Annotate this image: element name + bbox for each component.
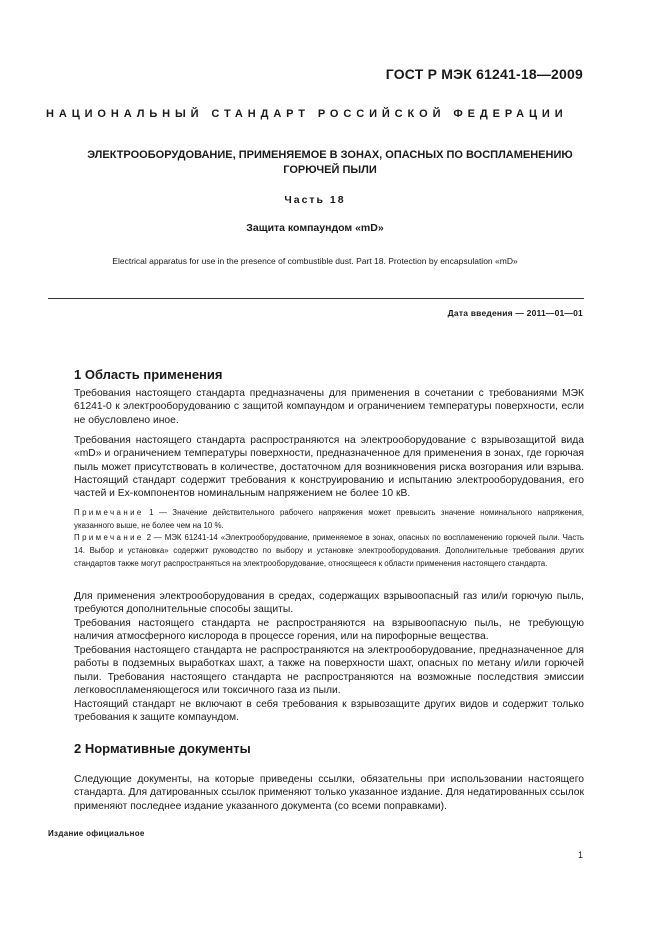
note-1 bbox=[74, 507, 584, 533]
paragraph-text: Требования настоящего стандарта не распространяются на электрооборудование, предназначенное для работы в подземных выработках шахт, а также на поверхности шахт, опасных по метану и/или горючей пыли. Требования настоящего стандарта не распространяются на возможные последствия эмиссии легковоспламеняющегося или токсичного газа из пыли. bbox=[74, 645, 584, 696]
note-label: Примечание bbox=[74, 508, 144, 517]
paragraph-text: Требования настоящего стандарта распространяются на электрооборудование с взрывозащитой вида «mD» и ограничением температуры поверхности, предназначенное для применения в зонах, где горючая пыль может присутствовать в количестве, достаточном для возникновения риска возгорания или взрыва. Настоящий стандарт содержит требования к конструированию и испытанию электрооборудования, его частей и Ex-компонентов номинальным напряжением не более 10 кВ. bbox=[74, 435, 584, 500]
introduction-date: Дата введения — 2011—01—01 bbox=[447, 308, 583, 318]
section-2-heading: 2 Нормативные документы bbox=[74, 741, 251, 756]
section-1-paragraph-2 bbox=[74, 434, 584, 500]
part-label: Часть 18 bbox=[284, 194, 346, 206]
english-title: Electrical apparatus for use in the presence of combustible dust. Part 18. Protection by encapsulation «mD» bbox=[112, 256, 518, 266]
section-1-paragraph-5 bbox=[74, 644, 584, 697]
paragraph-text: Требования настоящего стандарта предназначены для применения в сочетании с требованиями МЭК 61241-0 к электрооборудованию с защитой компаундом и ограничением температуры поверхности, если не обусловлено иное. bbox=[74, 388, 584, 426]
section-1-heading: 1 Область применения bbox=[74, 367, 223, 382]
section-1-paragraph-6 bbox=[74, 698, 584, 725]
page-number: 1 bbox=[577, 850, 583, 860]
paragraph-text: Для применения электрооборудования в средах, содержащих взрывоопасный газ или/и горючую пыль, требуются дополнительные способы защиты. bbox=[74, 591, 584, 616]
section-2-paragraph-1 bbox=[74, 773, 584, 813]
section-1-paragraph-4 bbox=[74, 617, 584, 644]
header-divider bbox=[48, 298, 584, 299]
note-text: 1 — Значение действительного рабочего напряжения может превысить значение номинального напряжения, указанного выше, не более чем на 10 %. bbox=[74, 508, 584, 530]
title-line-1: ЭЛЕКТРООБОРУДОВАНИЕ, ПРИМЕНЯЕМОЕ В ЗОНАХ, ОПАСНЫХ ПО ВОСПЛАМЕНЕНИЮ bbox=[87, 149, 573, 161]
section-1-paragraph-1 bbox=[74, 387, 584, 427]
title-line-2: ГОРЮЧЕЙ ПЫЛИ bbox=[283, 164, 377, 176]
official-edition-label: Издание официальное bbox=[48, 829, 145, 838]
note-text: 2 — МЭК 61241-14 «Электрооборудование, применяемое в зонах, опасных по воспламенению горючей пыли. Часть 14. Выбор и установка» содержит руководство по выбору и установке электрооборудования. Дополнительные требования других стандартов также могут распространяться на электрооборудование, относящееся к области применения настоящего стандарта. bbox=[74, 533, 584, 568]
paragraph-text: Настоящий стандарт не включают в себя требования к взрывозащите других видов и содержит только требования к защите компаундом. bbox=[74, 699, 584, 724]
national-standard-banner: НАЦИОНАЛЬНЫЙ СТАНДАРТ РОССИЙСКОЙ ФЕДЕРАЦИИ bbox=[46, 108, 568, 120]
document-subtitle: Защита компаундом «mD» bbox=[246, 222, 384, 234]
paragraph-text: Требования настоящего стандарта не распространяются на взрывоопасную пыль, не требующую наличия атмосферного кислорода в процессе горения, или на пирофорные вещества. bbox=[74, 618, 584, 643]
note-2 bbox=[74, 532, 584, 570]
standard-number: ГОСТ Р МЭК 61241-18—2009 bbox=[385, 66, 583, 82]
note-label: Примечание bbox=[74, 533, 144, 542]
section-1-paragraph-3 bbox=[74, 590, 584, 617]
document-title bbox=[50, 148, 610, 178]
paragraph-text: Следующие документы, на которые приведены ссылки, обязательны при использовании настоящего стандарта. Для датированных ссылок применяют только указанное издание. Для недатированных ссылок применяют последнее издание указанного документа (со всеми поправками). bbox=[74, 774, 584, 812]
